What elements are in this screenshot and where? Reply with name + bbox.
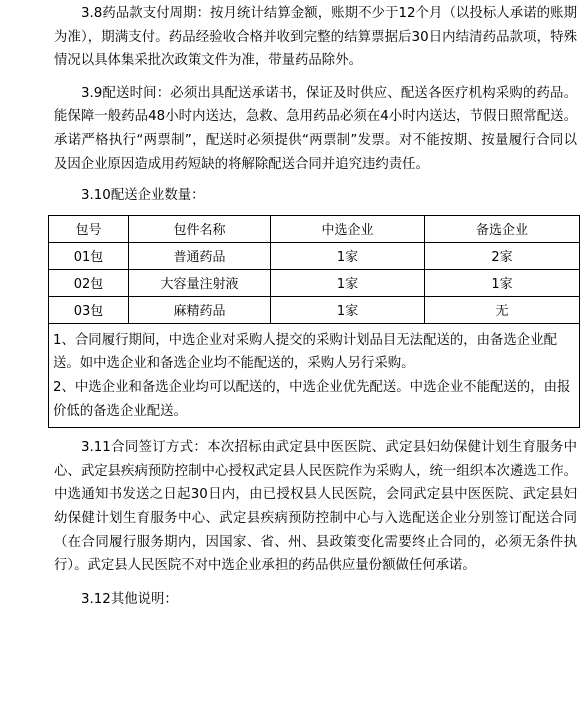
table-cell: 03包 (49, 296, 129, 323)
table-note: 1、合同履行期间，中选企业对采购人提交的采购计划品目无法配送的，由备选企业配送。如中选企业和备选企业均不能配送的，采购人另行采购。 (53, 332, 557, 372)
table-notes (49, 323, 580, 427)
header-backup-enterprise: 备选企业 (425, 215, 580, 242)
table-cell: 无 (425, 296, 580, 323)
paragraph-3-8: 3.8药品款支付周期：按月统计结算金额，账期不少于12个月（以投标人承诺的账期为准），期满支付。药品经验收合格并收到完整的结算票据后30日内结清药品款项，特殊情况以具体集采批次政策文件为准，带量药品除外。 (54, 6, 577, 69)
header-package-no: 包号 (49, 215, 129, 242)
table-row (49, 269, 580, 296)
paragraph-3-9: 3.9配送时间：必须出具配送承诺书，保证及时供应、配送各医疗机构采购的药品。能保障一般药品48小时内送达，急救、急用药品必须在4小时内送达，节假日照常配送。承诺严格执行“两票制”，配送时必须提供“两票制”发票。对不能按期、按量履行合同以及因企业原因造成用药短缺的将解除配送合同并追究违约责任。 (54, 85, 577, 172)
table-notes-row (49, 323, 580, 427)
document-page (54, 0, 577, 611)
distribution-table (48, 215, 580, 428)
table-note: 2、中选企业和备选企业均可以配送的，中选企业优先配送。中选企业不能配送的，由报价低的备选企业配送。 (53, 379, 571, 419)
paragraph-3-12: 3.12其他说明： (81, 591, 178, 607)
table-cell: 1家 (271, 242, 425, 269)
table-cell: 1家 (271, 296, 425, 323)
table-cell: 大容量注射液 (129, 269, 271, 296)
table-row (49, 296, 580, 323)
table-row (49, 242, 580, 269)
header-package-name: 包件名称 (129, 215, 271, 242)
table-header-row (49, 215, 580, 242)
paragraph-3-10: 3.10配送企业数量： (81, 188, 205, 204)
header-selected-enterprise: 中选企业 (271, 215, 425, 242)
table-cell: 1家 (425, 269, 580, 296)
paragraph-3-11: 3.11合同签订方式：本次招标由武定县中医医院、武定县妇幼保健计划生育服务中心、武定县疾病预防控制中心授权武定县人民医院作为采购人，统一组织本次遴选工作。中选通知书发送之日起30日内，由已授权县人民医院，会同武定县中医医院、武定县妇幼保健计划生育服务中心、武定县疾病预防控制中心与入选配送企业分别签订配送合同（在合同履行服务期内，因国家、省、州、县政策变化需要终止合同的，必须无条件执行）。武定县人民医院不对中选企业承担的药品供应量份额做任何承诺。 (54, 440, 577, 574)
table-cell: 麻精药品 (129, 296, 271, 323)
table-cell: 2家 (425, 242, 580, 269)
table-cell: 普通药品 (129, 242, 271, 269)
table-cell: 1家 (271, 269, 425, 296)
table-cell: 02包 (49, 269, 129, 296)
table-cell: 01包 (49, 242, 129, 269)
